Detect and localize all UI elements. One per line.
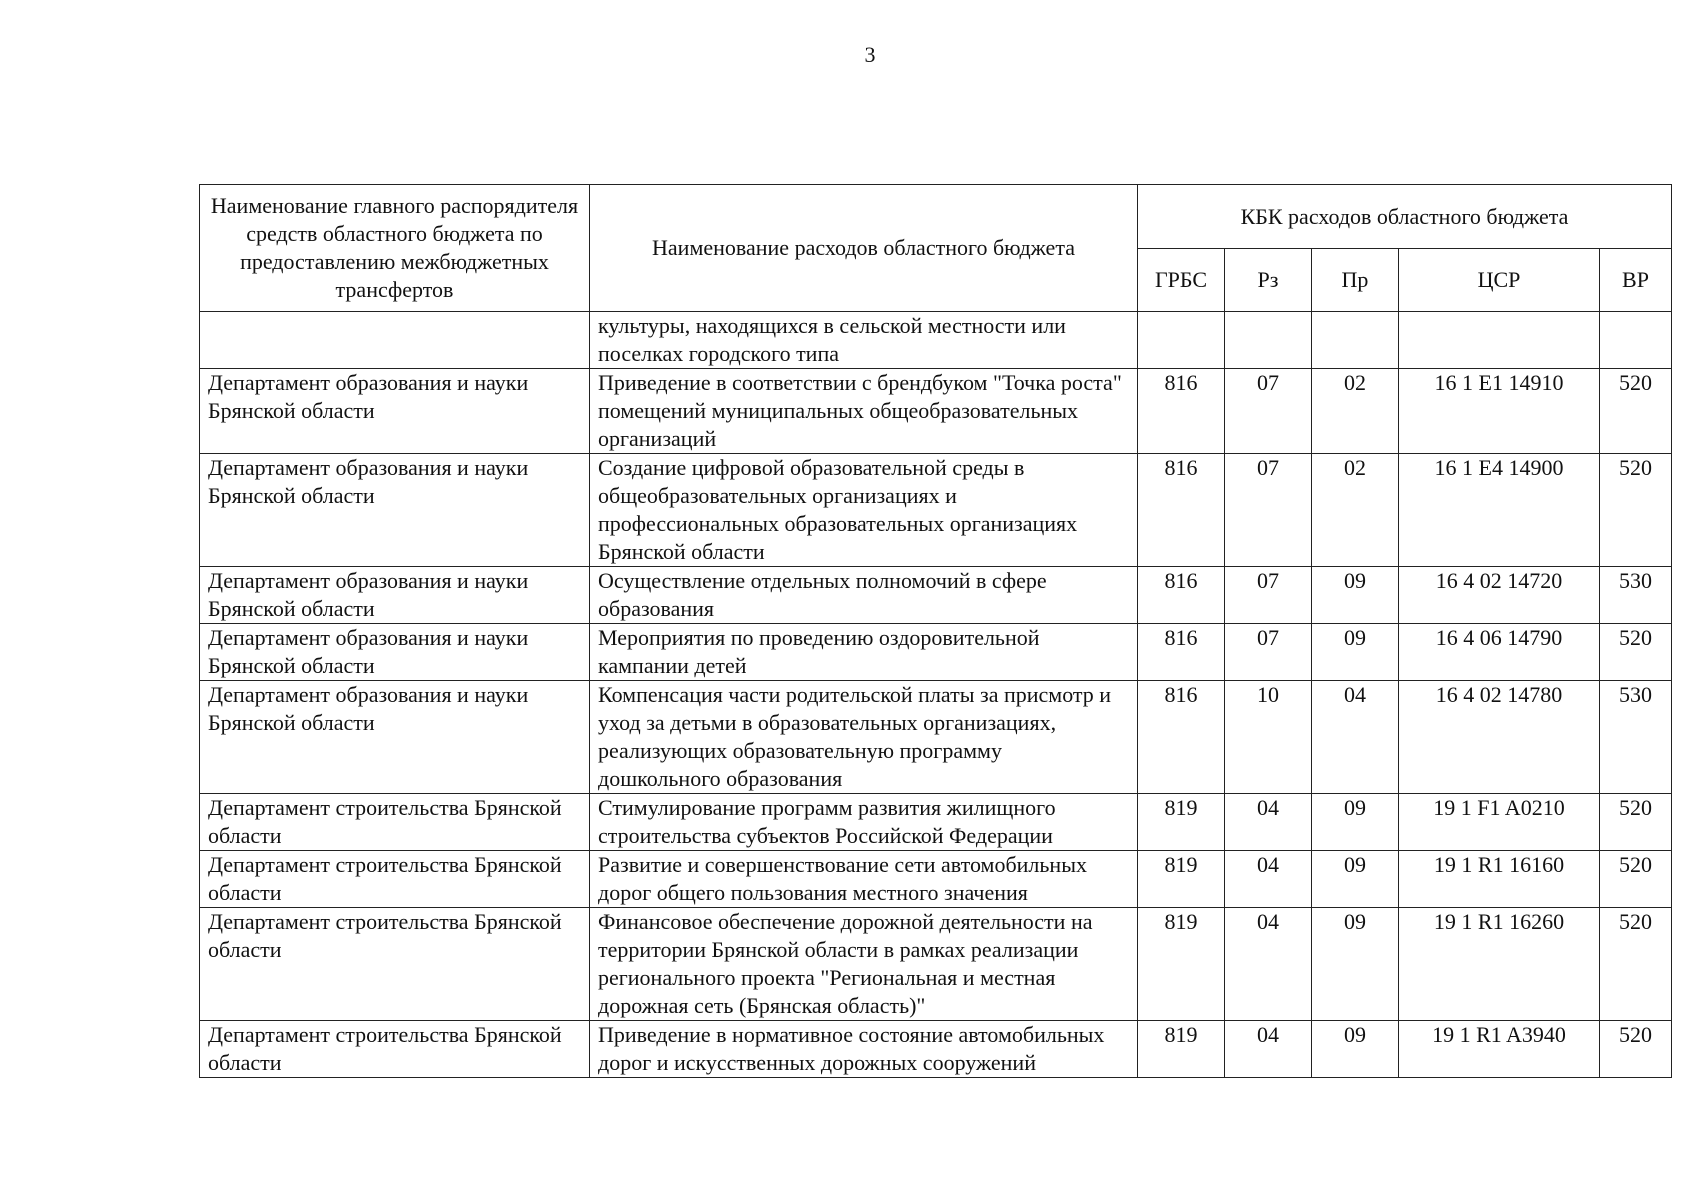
rz-cell: 04 <box>1225 851 1312 908</box>
pr-cell: 09 <box>1312 624 1399 681</box>
grbs-cell <box>1138 312 1225 369</box>
expense-cell: Финансовое обеспечение дорожной деятельности на территории Брянской области в рамках реализации регионального проекта "Региональная и местная дорожная сеть (Брянская область)" <box>590 908 1138 1021</box>
pr-cell: 09 <box>1312 567 1399 624</box>
distributor-cell: Департамент образования и науки Брянской области <box>200 567 590 624</box>
vr-cell: 520 <box>1600 851 1672 908</box>
csr-cell: 16 4 06 14790 <box>1399 624 1600 681</box>
grbs-cell: 816 <box>1138 369 1225 454</box>
rz-cell: 04 <box>1225 908 1312 1021</box>
page-number: 3 <box>864 42 876 67</box>
expense-cell: Мероприятия по проведению оздоровительной кампании детей <box>590 624 1138 681</box>
pr-cell: 02 <box>1312 454 1399 567</box>
pr-cell: 04 <box>1312 681 1399 794</box>
header-expense: Наименование расходов областного бюджета <box>590 185 1138 312</box>
distributor-cell: Департамент строительства Брянской области <box>200 794 590 851</box>
table-row <box>200 369 1672 454</box>
table-row <box>200 1021 1672 1078</box>
expense-cell: Компенсация части родительской платы за присмотр и уход за детьми в образовательных организациях, реализующих образовательную программу дошкольного образования <box>590 681 1138 794</box>
header-vr: ВР <box>1600 249 1672 312</box>
grbs-cell: 816 <box>1138 567 1225 624</box>
csr-cell <box>1399 312 1600 369</box>
csr-cell: 19 1 F1 A0210 <box>1399 794 1600 851</box>
grbs-cell: 816 <box>1138 681 1225 794</box>
rz-cell: 07 <box>1225 369 1312 454</box>
vr-cell: 520 <box>1600 794 1672 851</box>
expense-cell: Создание цифровой образовательной среды в общеобразовательных организациях и профессиональных образовательных организациях Брянской области <box>590 454 1138 567</box>
expense-cell: культуры, находящихся в сельской местности или поселках городского типа <box>590 312 1138 369</box>
grbs-cell: 816 <box>1138 624 1225 681</box>
header-distributor: Наименование главного распорядителя средств областного бюджета по предоставлению межбюджетных трансфертов <box>200 185 590 312</box>
expense-cell: Стимулирование программ развития жилищного строительства субъектов Российской Федерации <box>590 794 1138 851</box>
vr-cell: 520 <box>1600 908 1672 1021</box>
csr-cell: 19 1 R1 A3940 <box>1399 1021 1600 1078</box>
csr-cell: 19 1 R1 16260 <box>1399 908 1600 1021</box>
table-row <box>200 851 1672 908</box>
expense-cell: Приведение в соответствии с брендбуком "Точка роста" помещений муниципальных общеобразовательных организаций <box>590 369 1138 454</box>
pr-cell: 02 <box>1312 369 1399 454</box>
rz-cell: 04 <box>1225 794 1312 851</box>
header-csr: ЦСР <box>1399 249 1600 312</box>
table-row <box>200 567 1672 624</box>
expense-cell: Осуществление отдельных полномочий в сфере образования <box>590 567 1138 624</box>
vr-cell: 530 <box>1600 681 1672 794</box>
grbs-cell: 816 <box>1138 454 1225 567</box>
csr-cell: 19 1 R1 16160 <box>1399 851 1600 908</box>
header-rz: Рз <box>1225 249 1312 312</box>
distributor-cell: Департамент образования и науки Брянской области <box>200 624 590 681</box>
table-row <box>200 312 1672 369</box>
distributor-cell: Департамент образования и науки Брянской области <box>200 681 590 794</box>
csr-cell: 16 1 E1 14910 <box>1399 369 1600 454</box>
distributor-cell: Департамент строительства Брянской области <box>200 851 590 908</box>
expense-cell: Приведение в нормативное состояние автомобильных дорог и искусственных дорожных сооружений <box>590 1021 1138 1078</box>
distributor-cell: Департамент строительства Брянской области <box>200 908 590 1021</box>
rz-cell: 07 <box>1225 624 1312 681</box>
grbs-cell: 819 <box>1138 851 1225 908</box>
distributor-cell: Департамент образования и науки Брянской области <box>200 454 590 567</box>
vr-cell: 520 <box>1600 369 1672 454</box>
vr-cell: 520 <box>1600 624 1672 681</box>
header-row-1 <box>200 185 1672 249</box>
distributor-cell: Департамент строительства Брянской области <box>200 1021 590 1078</box>
csr-cell: 16 1 E4 14900 <box>1399 454 1600 567</box>
rz-cell <box>1225 312 1312 369</box>
distributor-cell <box>200 312 590 369</box>
distributor-cell: Департамент образования и науки Брянской области <box>200 369 590 454</box>
table-body <box>200 312 1672 1078</box>
table-row <box>200 454 1672 567</box>
rz-cell: 07 <box>1225 567 1312 624</box>
budget-table <box>199 184 1672 1078</box>
pr-cell: 09 <box>1312 851 1399 908</box>
rz-cell: 10 <box>1225 681 1312 794</box>
csr-cell: 16 4 02 14720 <box>1399 567 1600 624</box>
pr-cell <box>1312 312 1399 369</box>
grbs-cell: 819 <box>1138 794 1225 851</box>
grbs-cell: 819 <box>1138 1021 1225 1078</box>
table-row <box>200 794 1672 851</box>
vr-cell: 520 <box>1600 1021 1672 1078</box>
table-row <box>200 681 1672 794</box>
pr-cell: 09 <box>1312 908 1399 1021</box>
rz-cell: 04 <box>1225 1021 1312 1078</box>
grbs-cell: 819 <box>1138 908 1225 1021</box>
vr-cell: 530 <box>1600 567 1672 624</box>
header-kbk-group: КБК расходов областного бюджета <box>1138 185 1672 249</box>
pr-cell: 09 <box>1312 794 1399 851</box>
table-row <box>200 908 1672 1021</box>
vr-cell <box>1600 312 1672 369</box>
pr-cell: 09 <box>1312 1021 1399 1078</box>
csr-cell: 16 4 02 14780 <box>1399 681 1600 794</box>
expense-cell: Развитие и совершенствование сети автомобильных дорог общего пользования местного значения <box>590 851 1138 908</box>
table-row <box>200 624 1672 681</box>
header-pr: Пр <box>1312 249 1399 312</box>
vr-cell: 520 <box>1600 454 1672 567</box>
rz-cell: 07 <box>1225 454 1312 567</box>
header-grbs: ГРБС <box>1138 249 1225 312</box>
